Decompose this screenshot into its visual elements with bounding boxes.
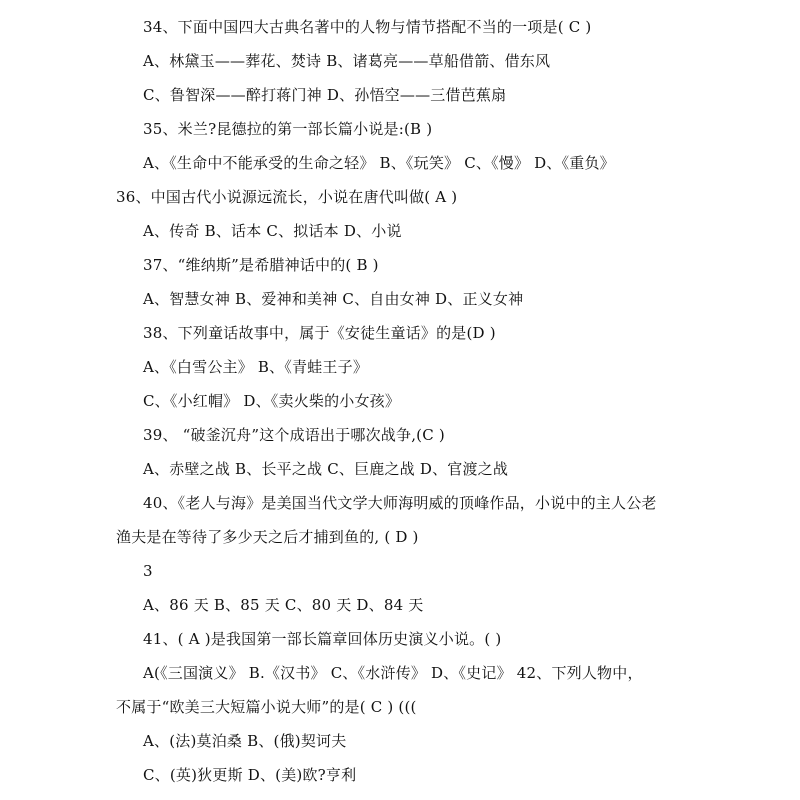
question-38-options-ab: A、《白雪公主》 B、《青蛙王子》	[143, 358, 369, 376]
question-42-options-cd: C、(英)狄更斯 D、(美)欧?亨利	[143, 766, 357, 784]
question-35-stem: 35、米兰?昆德拉的第一部长篇小说是:(B )	[143, 120, 433, 138]
question-39-stem: 39、 “破釜沉舟”这个成语出于哪次战争,(C )	[143, 426, 445, 444]
question-40-stem-line1: 40、《老人与海》是美国当代文学大师海明威的顶峰作品，小说中的主人公老	[143, 494, 657, 512]
question-39-options: A、赤壁之战 B、长平之战 C、巨鹿之战 D、官渡之战	[143, 460, 509, 478]
question-35-options: A、《生命中不能承受的生命之轻》 B、《玩笑》 C、《慢》 D、《重负》	[143, 154, 615, 172]
question-41-stem: 41、( A )是我国第一部长篇章回体历史演义小说。( )	[143, 630, 502, 648]
question-38-options-cd: C、《小红帽》 D、《卖火柴的小女孩》	[143, 392, 401, 410]
question-34-options-cd: C、鲁智深——醉打蒋门神 D、孙悟空——三借芭蕉扇	[143, 86, 507, 104]
page-number: 3	[143, 562, 153, 580]
question-36-options: A、传奇 B、话本 C、拟话本 D、小说	[143, 222, 402, 240]
question-34-stem: 34、下面中国四大古典名著中的人物与情节搭配不当的一项是( C )	[143, 18, 592, 36]
question-37-options: A、智慧女神 B、爱神和美神 C、自由女神 D、正义女神	[143, 290, 524, 308]
question-42-options-ab: A、(法)莫泊桑 B、(俄)契诃夫	[143, 732, 347, 750]
question-42-stem: 不属于“欧美三大短篇小说大师”的是( C ) (((	[116, 698, 417, 716]
question-37-stem: 37、“维纳斯”是希腊神话中的( B )	[143, 256, 379, 274]
question-41-options: A(《三国演义》 B.《汉书》 C、《水浒传》 D、《史记》 42、下列人物中，	[143, 664, 643, 682]
question-40-options: A、86 天 B、85 天 C、80 天 D、84 天	[143, 596, 424, 614]
question-34-options-ab: A、林黛玉——葬花、焚诗 B、诸葛亮——草船借箭、借东风	[143, 52, 551, 70]
question-36-stem: 36、中国古代小说源远流长，小说在唐代叫做( A )	[116, 188, 458, 206]
question-40-stem-line2: 渔夫是在等待了多少天之后才捕到鱼的, ( D )	[116, 528, 419, 546]
question-38-stem: 38、下列童话故事中，属于《安徒生童话》的是(D )	[143, 324, 496, 342]
